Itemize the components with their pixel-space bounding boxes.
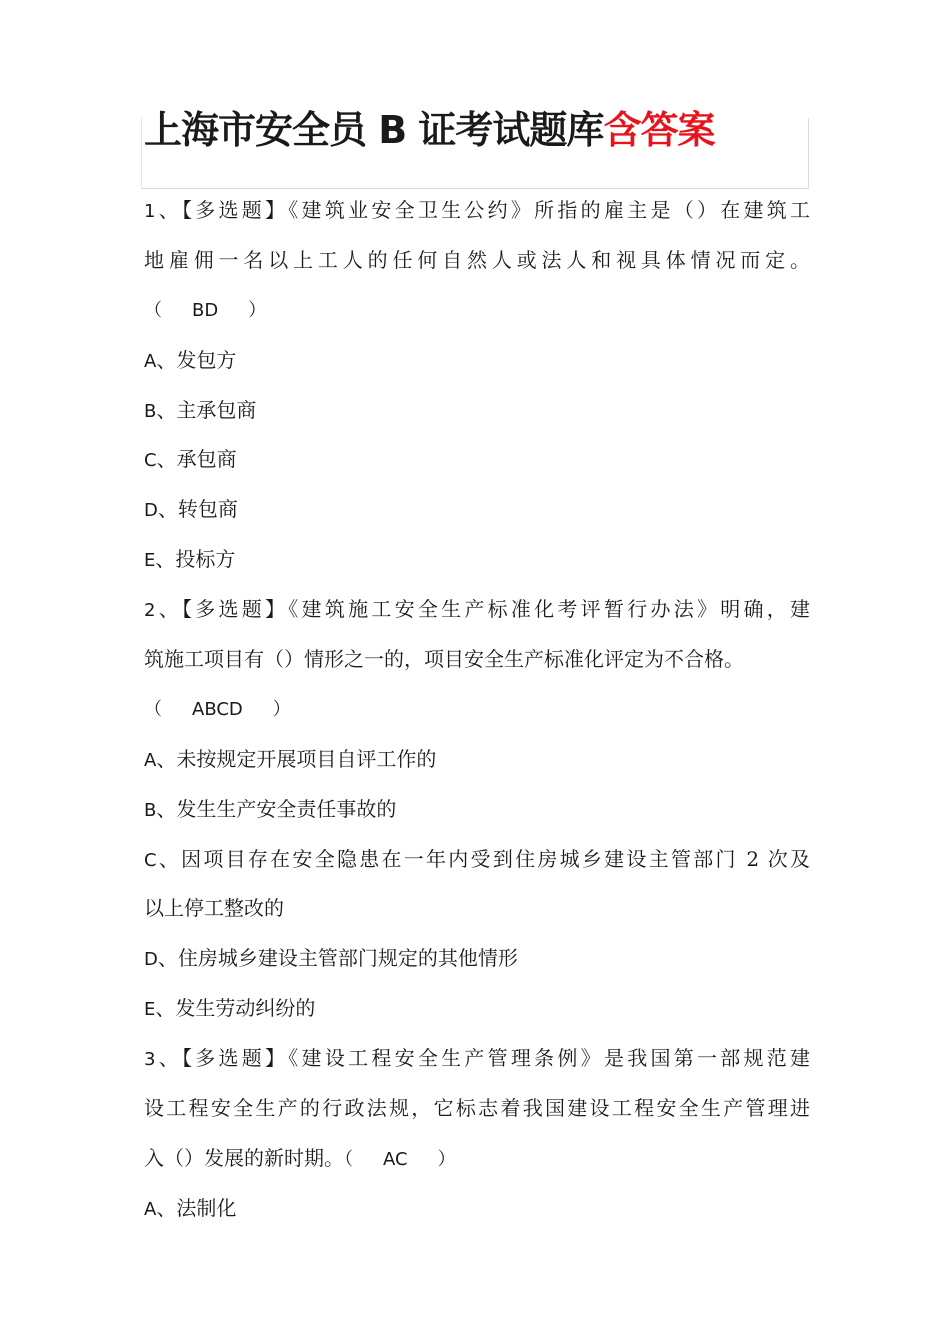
question-stem-cont: 设工程安全生产的行政法规，它标志着我国建设工程安全生产管理进 bbox=[144, 1096, 810, 1121]
title-accent: 含答案 bbox=[603, 108, 715, 152]
question-3 bbox=[144, 1034, 810, 1234]
answer-line: （ AC ） bbox=[344, 1148, 456, 1170]
option-c-cont: 以上停工整改的 bbox=[144, 896, 284, 921]
page-title bbox=[144, 104, 714, 156]
question-2 bbox=[144, 585, 810, 1034]
question-stem-cont: 筑施工项目有（）情形之一的，项目安全生产标准化评定为不合格。 bbox=[144, 647, 744, 672]
question-stem-cont-2: 入（）发展的新时期。（ AC ） bbox=[144, 1145, 456, 1170]
answer-value: BD bbox=[192, 299, 219, 321]
answer-line: （ ABCD ） bbox=[144, 698, 291, 720]
option-e: E、发生劳动纠纷的 bbox=[144, 996, 316, 1021]
question-stem: 2、【多选题】《建筑施工安全生产标准化考评暂行办法》明确，建 bbox=[144, 597, 810, 622]
answer-value: ABCD bbox=[192, 698, 243, 720]
option-b: B、主承包商 bbox=[144, 397, 257, 422]
option-d: D、转包商 bbox=[144, 497, 238, 522]
question-type: 【多选题】 bbox=[181, 1046, 289, 1071]
answer-line: （ BD ） bbox=[144, 299, 267, 321]
option-b: B、发生生产安全责任事故的 bbox=[144, 796, 397, 821]
question-type: 【多选题】 bbox=[181, 597, 289, 622]
option-a: A、未按规定开展项目自评工作的 bbox=[144, 746, 437, 771]
option-a: A、发包方 bbox=[144, 347, 237, 372]
option-a: A、法制化 bbox=[144, 1195, 237, 1220]
question-1 bbox=[144, 186, 810, 585]
question-stem: 3、【多选题】《建设工程安全生产管理条例》是我国第一部规范建 bbox=[144, 1046, 810, 1071]
option-c: C、因项目存在安全隐患在一年内受到住房城乡建设主管部门 2 次及 bbox=[144, 846, 810, 871]
question-list bbox=[144, 186, 810, 1234]
option-d: D、住房城乡建设主管部门规定的其他情形 bbox=[144, 946, 518, 971]
answer-value: AC bbox=[383, 1148, 408, 1170]
title-main: 上海市安全员 B 证考试题库 bbox=[144, 108, 604, 152]
question-stem-cont: 地雇佣一名以上工人的任何自然人或法人和视具体情况而定。 bbox=[144, 247, 810, 272]
question-stem: 1、【多选题】《建筑业安全卫生公约》所指的雇主是（）在建筑工 bbox=[144, 198, 810, 222]
question-type: 【多选题】 bbox=[181, 198, 289, 222]
option-c: C、承包商 bbox=[144, 447, 237, 472]
option-e: E、投标方 bbox=[144, 547, 236, 572]
